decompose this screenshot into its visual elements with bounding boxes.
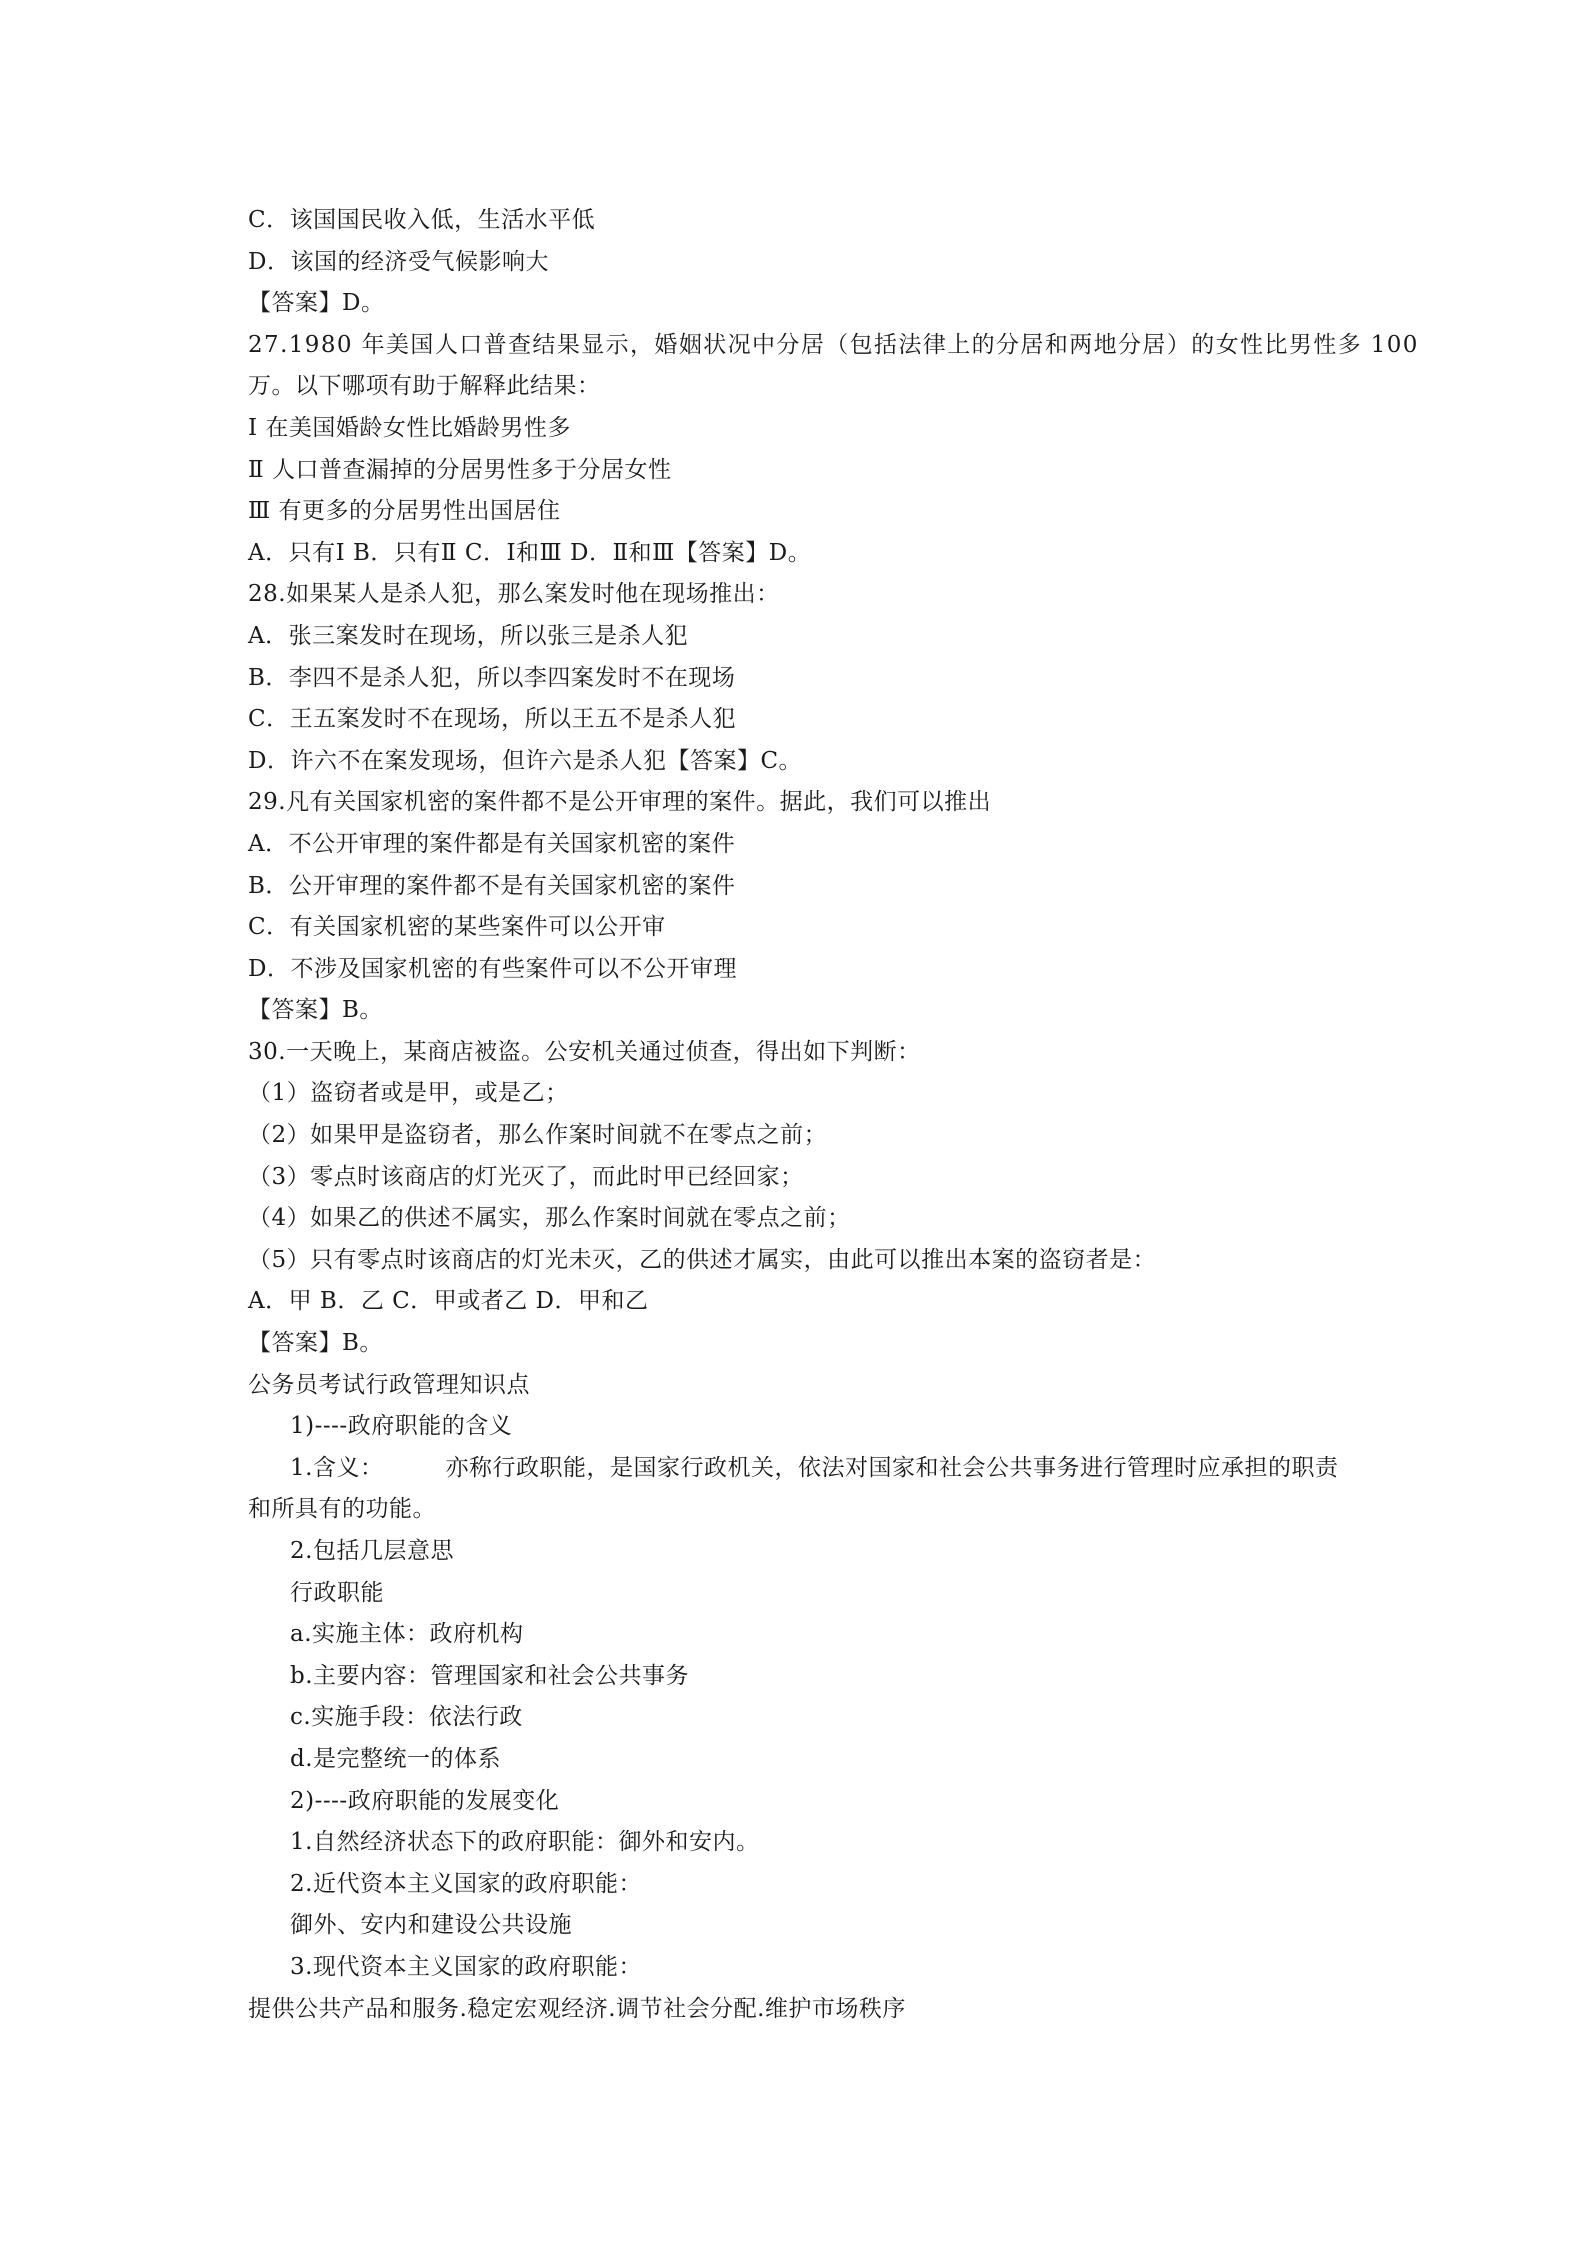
statement-3: Ⅲ 有更多的分居男性出国居住	[248, 498, 561, 525]
option-b-text: B．李四不是杀人犯，所以李四案发时不在现场	[248, 664, 736, 691]
list-item: b.主要内容：管理国家和社会公共事务	[290, 1662, 690, 1689]
judgment-1: （1）盗窃者或是甲，或是乙；	[248, 1080, 569, 1107]
option-a-text: A．不公开审理的案件都是有关国家机密的案件	[248, 830, 736, 857]
answer-text: 【答案】D。	[248, 290, 385, 317]
answer-text: 【答案】B。	[248, 997, 383, 1024]
options-line: A．甲 B．乙 C．甲或者乙 D．甲和乙	[248, 1288, 649, 1315]
answer-text: 【答案】B。	[248, 1330, 383, 1357]
definition-label: 1.含义：	[290, 1454, 384, 1481]
list-item: 1.自然经济状态下的政府职能：御外和安内。	[290, 1829, 760, 1856]
list-label: 行政职能	[290, 1579, 384, 1606]
option-d-text: D．不涉及国家机密的有些案件可以不公开审理	[248, 955, 737, 982]
question-29-text: 29.凡有关国家机密的案件都不是公开审理的案件。据此，我们可以推出	[248, 789, 992, 816]
statement-2: Ⅱ 人口普查漏掉的分居男性多于分居女性	[248, 456, 672, 483]
list-item: c.实施手段：依法行政	[290, 1704, 523, 1731]
subsection-heading: 1)----政府职能的含义	[290, 1413, 513, 1440]
option-d-text: D．许六不在案发现场，但许六是杀人犯【答案】C。	[248, 747, 803, 774]
judgment-3: （3）零点时该商店的灯光灭了，而此时甲已经回家；	[248, 1163, 804, 1190]
judgment-4: （4）如果乙的供述不属实，那么作案时间就在零点之前；	[248, 1205, 851, 1232]
list-heading: 2.包括几层意思	[290, 1538, 454, 1564]
judgment-2: （2）如果甲是盗窃者，那么作案时间就不在零点之前；	[248, 1122, 828, 1149]
question-27-text: 27.1980 年美国人口普查结果显示，婚姻状况中分居（包括法律上的分居和两地分居）的女性比男性多 100	[248, 331, 1419, 358]
judgment-5: （5）只有零点时该商店的灯光未灭，乙的供述才属实，由此可以推出本案的盗窃者是：	[248, 1246, 1157, 1273]
options-with-answer: A．只有Ⅰ B．只有Ⅱ C．Ⅰ和Ⅲ D．Ⅱ和Ⅲ【答案】D。	[248, 539, 812, 566]
list-item: a.实施主体：政府机构	[290, 1621, 524, 1648]
list-item: d.是完整统一的体系	[290, 1745, 502, 1772]
definition-text-cont: 和所具有的功能。	[248, 1496, 436, 1523]
option-c-text: C．该国国民收入低，生活水平低	[248, 207, 596, 233]
option-c-text: C．有关国家机密的某些案件可以公开审	[248, 914, 666, 941]
statement-1: Ⅰ 在美国婚龄女性比婚龄男性多	[248, 414, 571, 441]
list-item-cont: 御外、安内和建设公共设施	[290, 1912, 572, 1939]
definition-text: 亦称行政职能，是国家行政机关，依法对国家和社会公共事务进行管理时应承担的职责	[445, 1454, 1339, 1481]
question-30-text: 30.一天晚上，某商店被盗。公安机关通过侦查，得出如下判断：	[248, 1038, 921, 1065]
question-27-text-cont: 万。以下哪项有助于解释此结果：	[248, 373, 601, 400]
option-d-text: D．该国的经济受气候影响大	[248, 248, 549, 275]
section-title: 公务员考试行政管理知识点	[248, 1371, 530, 1398]
document-page	[248, 200, 1419, 2030]
list-item: 2.近代资本主义国家的政府职能：	[290, 1870, 642, 1897]
question-28-text: 28.如果某人是杀人犯，那么案发时他在现场推出：	[248, 581, 780, 608]
definition-line	[248, 1448, 1358, 1490]
option-a-text: A．张三案发时在现场，所以张三是杀人犯	[248, 622, 689, 649]
subsection-heading: 2)----政府职能的发展变化	[290, 1787, 560, 1814]
list-item: 3.现代资本主义国家的政府职能：	[290, 1953, 642, 1980]
list-item-cont: 提供公共产品和服务.稳定宏观经济.调节社会分配.维护市场秩序	[248, 1995, 906, 2022]
option-b-text: B．公开审理的案件都不是有关国家机密的案件	[248, 872, 736, 899]
option-c-text: C．王五案发时不在现场，所以王五不是杀人犯	[248, 706, 737, 733]
